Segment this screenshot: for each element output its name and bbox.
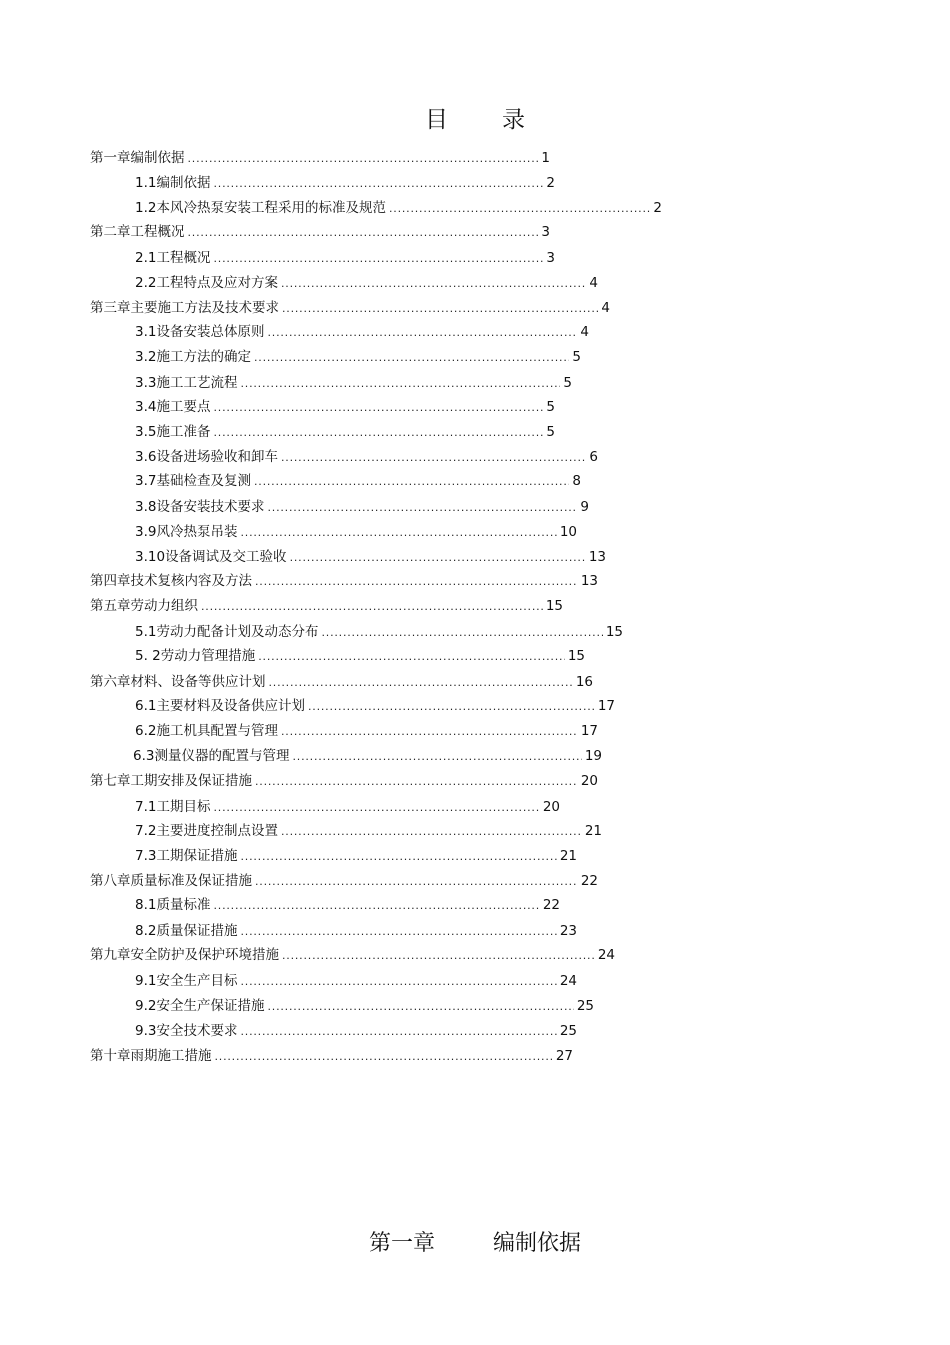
toc-entry-title: 施工机具配置与管理 <box>156 723 278 739</box>
toc-entry-number: 第三章 <box>90 300 131 316</box>
toc-entry-page-number: 3 <box>546 250 555 266</box>
toc-entry-title: 技术复核内容及方法 <box>130 573 252 589</box>
toc-entry-leader-dots <box>254 475 569 488</box>
toc-entry-page-number: 22 <box>580 873 598 889</box>
chapter-number: 第一章 <box>368 1231 435 1256</box>
toc-entry-leader-dots <box>267 1000 573 1013</box>
toc-entry-title: 安全生产目标 <box>156 973 238 989</box>
toc-entry-title: 施工准备 <box>156 424 211 440</box>
toc-entry[interactable] <box>135 620 623 638</box>
toc-entry-title: 主要材料及设备供应计划 <box>156 698 305 714</box>
toc-entry-number: 5. 2 <box>135 648 161 664</box>
toc-entry-leader-dots <box>308 700 595 713</box>
toc-entry-number: 2.2 <box>135 275 157 291</box>
toc-entry-leader-dots <box>255 875 578 888</box>
toc-entry-title: 质量保证措施 <box>156 923 238 939</box>
toc-entry-leader-dots <box>188 226 539 239</box>
toc-entry-title: 风冷热泵吊装 <box>156 524 238 540</box>
toc-entry-page-number: 22 <box>542 897 560 913</box>
toc-entry-number: 6.3 <box>133 748 155 764</box>
toc-entry-page-number: 15 <box>545 598 563 614</box>
toc-entry-number: 第九章 <box>90 947 131 963</box>
toc-entry[interactable] <box>135 171 555 189</box>
toc-entry-leader-dots <box>213 899 539 912</box>
toc-entry-number: 7.3 <box>135 848 157 864</box>
toc-entry[interactable] <box>133 744 602 762</box>
toc-entry-leader-dots <box>213 252 543 265</box>
toc-entry-leader-dots <box>269 676 573 689</box>
toc-entry-leader-dots <box>254 351 569 364</box>
toc-entry-page-number: 21 <box>559 848 577 864</box>
toc-entry[interactable] <box>135 893 560 911</box>
toc-entry-number: 第二章 <box>90 224 131 240</box>
toc-entry-leader-dots <box>258 650 565 663</box>
toc-entry-title: 质量标准 <box>156 897 211 913</box>
toc-entry-number: 8.2 <box>135 923 157 939</box>
toc-entry-title: 本风冷热泵安装工程采用的标准及规范 <box>156 200 386 216</box>
toc-entry-title: 工期目标 <box>156 799 211 815</box>
toc-entry-leader-dots <box>281 725 578 738</box>
toc-entry-title: 质量标准及保证措施 <box>130 873 252 889</box>
toc-entry-title: 安全生产保证措施 <box>156 998 265 1014</box>
toc-entry-leader-dots <box>240 925 556 938</box>
toc-entry[interactable] <box>135 719 598 737</box>
toc-entry-number: 9.1 <box>135 973 157 989</box>
toc-entry-number: 3.4 <box>135 399 157 415</box>
toc-entry[interactable] <box>135 969 577 987</box>
toc-entry[interactable] <box>135 271 598 289</box>
toc-entry-title: 劳动力配备计划及动态分布 <box>156 624 319 640</box>
toc-entry-page-number: 4 <box>589 275 598 291</box>
toc-entry-leader-dots <box>281 825 582 838</box>
toc-entry-page-number: 27 <box>555 1048 573 1064</box>
toc-entry[interactable] <box>135 644 585 662</box>
toc-entry[interactable] <box>135 320 589 338</box>
toc-entry-title: 主要施工方法及技术要求 <box>130 300 279 316</box>
toc-entry-number: 第七章 <box>90 773 131 789</box>
toc-entry[interactable] <box>90 569 598 587</box>
toc-entry[interactable] <box>135 495 589 513</box>
toc-entry-number: 6.2 <box>135 723 157 739</box>
toc-entry-title: 设备安装技术要求 <box>156 499 265 515</box>
toc-entry-page-number: 15 <box>605 624 623 640</box>
toc-entry[interactable] <box>90 670 593 688</box>
toc-entry[interactable] <box>135 371 572 389</box>
toc-entry-title: 施工方法的确定 <box>156 349 251 365</box>
toc-entry-leader-dots <box>281 451 586 464</box>
toc-entry-page-number: 20 <box>580 773 598 789</box>
toc-entry-page-number: 17 <box>580 723 598 739</box>
toc-entry-leader-dots <box>281 277 586 290</box>
toc-entry-number: 第四章 <box>90 573 131 589</box>
toc-entry-page-number: 19 <box>584 748 602 764</box>
toc-entry-number: 9.2 <box>135 998 157 1014</box>
toc-entry[interactable] <box>135 994 594 1012</box>
toc-entry[interactable] <box>135 345 581 363</box>
toc-entry-leader-dots <box>267 501 577 514</box>
toc-entry[interactable] <box>135 196 662 214</box>
toc-entry-page-number: 1 <box>541 150 550 166</box>
toc-entry-leader-dots <box>282 302 598 315</box>
toc-entry-title: 工期安排及保证措施 <box>130 773 252 789</box>
toc-entry-leader-dots <box>321 626 602 639</box>
toc-entry[interactable] <box>90 220 550 238</box>
toc-entry-leader-dots <box>290 551 586 564</box>
toc-entry-leader-dots <box>215 1050 553 1063</box>
toc-entry-page-number: 13 <box>580 573 598 589</box>
toc-entry[interactable] <box>90 1044 573 1062</box>
toc-title-right: 录 <box>502 107 525 133</box>
toc-entry-title: 施工要点 <box>156 399 211 415</box>
toc-entry-number: 第一章 <box>90 150 131 166</box>
toc-entry-page-number: 25 <box>576 998 594 1014</box>
toc-entry-number: 3.9 <box>135 524 157 540</box>
toc-entry-title: 劳动力组织 <box>130 598 198 614</box>
toc-entry-page-number: 8 <box>572 473 581 489</box>
toc-entry[interactable] <box>135 1019 577 1037</box>
toc-entry-page-number: 23 <box>559 923 577 939</box>
chapter-title: 编制依据 <box>493 1231 582 1256</box>
toc-entry-page-number: 5 <box>563 375 572 391</box>
toc-entry-leader-dots <box>267 326 577 339</box>
toc-entry-leader-dots <box>282 949 595 962</box>
toc-entry[interactable] <box>135 520 577 538</box>
toc-entry-page-number: 16 <box>575 674 593 690</box>
toc-entry-title: 工程概况 <box>130 224 185 240</box>
toc-entry-number: 3.6 <box>135 449 157 465</box>
toc-entry-number: 第五章 <box>90 598 131 614</box>
toc-entry-title: 编制依据 <box>156 175 211 191</box>
toc-entry-number: 3.1 <box>135 324 157 340</box>
toc-entry[interactable] <box>135 844 577 862</box>
toc-entry-number: 3.5 <box>135 424 157 440</box>
toc-entry-title: 编制依据 <box>130 150 185 166</box>
toc-entry-number: 2.1 <box>135 250 157 266</box>
toc-entry-number: 1.2 <box>135 200 157 216</box>
toc-entry[interactable] <box>90 769 598 787</box>
toc-entry-number: 3.7 <box>135 473 157 489</box>
toc-entry-page-number: 25 <box>559 1023 577 1039</box>
toc-entry[interactable] <box>135 545 606 563</box>
toc-entry-number: 第十章 <box>90 1048 131 1064</box>
toc-entry-leader-dots <box>240 526 556 539</box>
toc-entry[interactable] <box>135 246 555 264</box>
toc-entry-leader-dots <box>213 801 539 814</box>
toc-entry[interactable] <box>135 919 577 937</box>
toc-entry-title: 基础检查及复测 <box>156 473 251 489</box>
toc-entry-page-number: 13 <box>588 549 606 565</box>
toc-title-left: 目 <box>425 107 448 133</box>
toc-entry-number: 1.1 <box>135 175 157 191</box>
toc-entry-leader-dots <box>389 202 650 215</box>
toc-entry[interactable] <box>135 395 555 413</box>
toc-entry-number: 5.1 <box>135 624 157 640</box>
toc-entry-title: 工期保证措施 <box>156 848 238 864</box>
toc-entry-page-number: 4 <box>601 300 610 316</box>
toc-entry-leader-dots <box>240 975 556 988</box>
toc-entry[interactable] <box>90 146 550 164</box>
toc-entry-number: 3.2 <box>135 349 157 365</box>
toc-entry-page-number: 15 <box>567 648 585 664</box>
toc-entry-page-number: 5 <box>546 399 555 415</box>
toc-entry-page-number: 5 <box>572 349 581 365</box>
toc-entry-title: 施工工艺流程 <box>156 375 238 391</box>
toc-entry-leader-dots <box>240 377 560 390</box>
toc-entry[interactable] <box>90 296 610 314</box>
toc-entry-page-number: 24 <box>597 947 615 963</box>
toc-entry-number: 7.1 <box>135 799 157 815</box>
toc-entry-leader-dots <box>201 600 543 613</box>
toc-entry[interactable] <box>90 943 615 961</box>
toc-entry-page-number: 10 <box>559 524 577 540</box>
toc-entry-number: 8.1 <box>135 897 157 913</box>
toc-entry-title: 设备调试及交工验收 <box>165 549 287 565</box>
toc-entry-number: 7.2 <box>135 823 157 839</box>
toc-entry-title: 主要进度控制点设置 <box>156 823 278 839</box>
toc-entry-title: 工程特点及应对方案 <box>156 275 278 291</box>
toc-entry-page-number: 5 <box>546 424 555 440</box>
toc-entry-title: 工程概况 <box>156 250 211 266</box>
toc-entry-page-number: 24 <box>559 973 577 989</box>
toc-entry[interactable] <box>135 795 560 813</box>
toc-entry-leader-dots <box>255 775 578 788</box>
toc-entry-page-number: 17 <box>597 698 615 714</box>
toc-entry[interactable] <box>135 445 598 463</box>
toc-entry-number: 3.10 <box>135 549 166 565</box>
toc-entry-number: 9.3 <box>135 1023 157 1039</box>
toc-entry-leader-dots <box>292 750 581 763</box>
toc-entry[interactable] <box>135 469 581 487</box>
toc-entry-title: 设备进场验收和卸车 <box>156 449 278 465</box>
toc-entry-title: 安全防护及保护环境措施 <box>130 947 279 963</box>
toc-entry-page-number: 2 <box>546 175 555 191</box>
toc-entry-leader-dots <box>213 177 543 190</box>
toc-entry-page-number: 20 <box>542 799 560 815</box>
toc-entry-page-number: 4 <box>580 324 589 340</box>
toc-entry[interactable] <box>135 420 555 438</box>
toc-entry-page-number: 9 <box>580 499 589 515</box>
toc-entry-title: 测量仪器的配置与管理 <box>154 748 290 764</box>
toc-entry-title: 设备安装总体原则 <box>156 324 265 340</box>
toc-entry-number: 第六章 <box>90 674 131 690</box>
toc-entry-title: 材料、设备等供应计划 <box>130 674 266 690</box>
toc-entry-page-number: 6 <box>589 449 598 465</box>
toc-entry[interactable] <box>90 594 563 612</box>
toc-entry-title: 劳动力管理措施 <box>160 648 256 664</box>
toc-entry-leader-dots <box>213 426 543 439</box>
toc-entry-number: 第八章 <box>90 873 131 889</box>
toc-entry[interactable] <box>135 694 615 712</box>
toc-entry-leader-dots <box>240 850 556 863</box>
toc-entry-page-number: 21 <box>584 823 602 839</box>
toc-entry[interactable] <box>135 819 602 837</box>
toc-entry-title: 雨期施工措施 <box>130 1048 212 1064</box>
toc-entry-number: 3.8 <box>135 499 157 515</box>
toc-entry-leader-dots <box>213 401 543 414</box>
toc-entry-leader-dots <box>240 1025 556 1038</box>
toc-entry-number: 6.1 <box>135 698 157 714</box>
toc-entry-page-number: 2 <box>653 200 662 216</box>
toc-entry-page-number: 3 <box>541 224 550 240</box>
chapter-heading <box>0 1226 950 1257</box>
toc-entry-title: 安全技术要求 <box>156 1023 238 1039</box>
toc-entry[interactable] <box>90 869 598 887</box>
toc-entry-leader-dots <box>255 575 578 588</box>
toc-entry-number: 3.3 <box>135 375 157 391</box>
toc-entry-leader-dots <box>188 152 539 165</box>
